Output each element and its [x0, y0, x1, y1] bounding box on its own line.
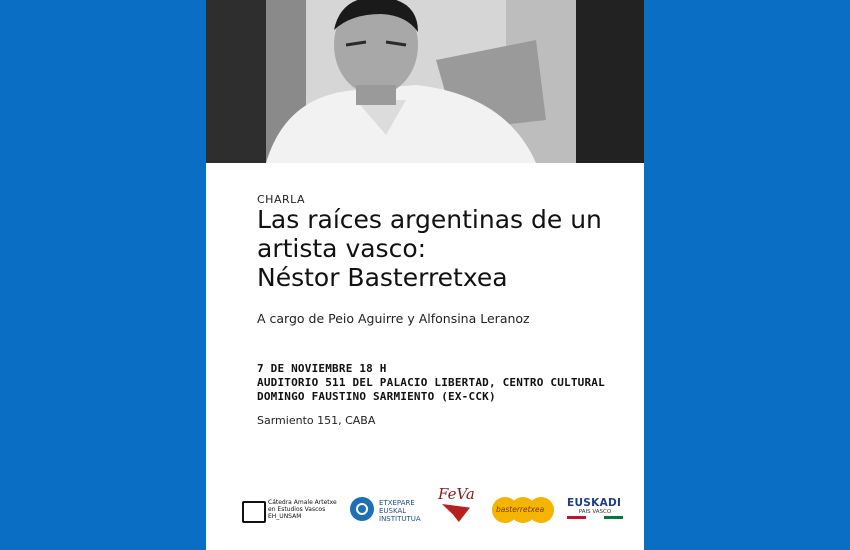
catedra-line-3: EH_UNSAM — [268, 513, 302, 520]
spiral-icon — [350, 497, 374, 521]
euskadi-logo — [567, 497, 627, 519]
etxepare-line-1: ETXEPARE — [379, 499, 415, 507]
event-date: 7 DE NOVIEMBRE 18 H — [257, 362, 387, 375]
event-venue-line-1: AUDITORIO 511 DEL PALACIO LIBERTAD, CENTRO CULTURAL — [257, 376, 605, 389]
portrait-illustration — [206, 0, 644, 163]
event-address: Sarmiento 151, CABA — [257, 414, 376, 427]
event-details — [257, 362, 637, 404]
catedra-line-2: en Estudios Vascos — [268, 506, 326, 513]
etxepare-line-3: INSTITUTUA — [379, 515, 421, 523]
basterretxea-text: basterretxea — [496, 505, 545, 514]
basterretxea-logo — [492, 497, 554, 523]
event-title — [257, 205, 637, 292]
title-line-2: artista vasco: — [257, 234, 427, 263]
event-venue-line-2: DOMINGO FAUSTINO SARMIENTO (EX-CCK) — [257, 390, 496, 403]
etxepare-line-2: EUSKAL — [379, 507, 407, 515]
book-icon — [242, 501, 266, 523]
feva-text: FeVa — [438, 485, 475, 503]
flag-stripe-icon — [567, 516, 623, 519]
euskadi-text: EUSKADI — [567, 497, 622, 509]
feva-logo — [438, 485, 478, 503]
title-line-3: Néstor Basterretxea — [257, 263, 508, 292]
portrait-photo — [206, 0, 644, 163]
sponsor-logos — [242, 485, 622, 545]
event-kicker: CHARLA — [257, 193, 306, 206]
pais-vasco-text: PAIS VASCO — [578, 509, 612, 515]
feva-mark-icon — [442, 504, 470, 522]
catedra-line-1: Cátedra Amale Artetxe — [268, 499, 337, 506]
event-poster — [206, 0, 644, 550]
title-line-1: Las raíces argentinas de un — [257, 205, 602, 234]
event-speakers: A cargo de Peio Aguirre y Alfonsina Leranoz — [257, 311, 530, 326]
